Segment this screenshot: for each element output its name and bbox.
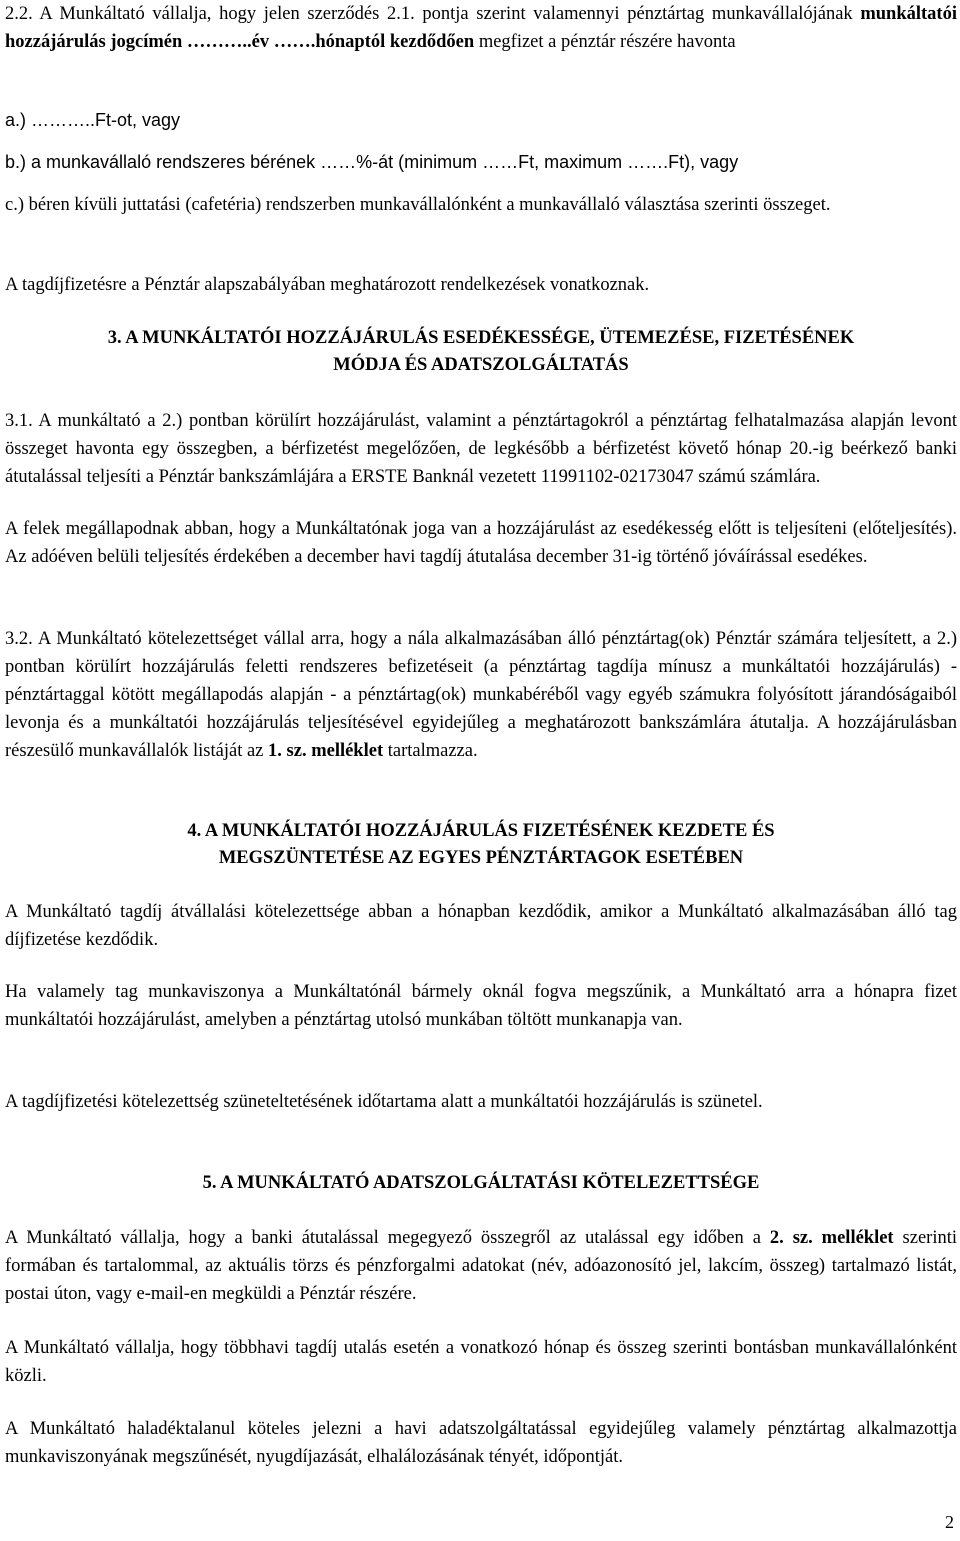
section-5-p1-text: A Munkáltató vállalja, hogy a banki átutalással megegyező összegről az utalással egy időben a xyxy=(5,1228,770,1248)
section-5-paragraph-2: A Munkáltató vállalja, hogy többhavi tagdíj utalás esetén a vonatkozó hónap és összeg szerinti bontásban munkavállalónként közli. xyxy=(5,1338,957,1386)
section-5-paragraph-1 xyxy=(5,1224,957,1308)
section-2-2-bold: munkáltatói hozzájárulás jogcímén ………..év …….hónaptól kezdődően xyxy=(5,4,957,52)
heading-4-line1: 4. A MUNKÁLTATÓI HOZZÁJÁRULÁS FIZETÉSÉNEK KEZDETE ÉS xyxy=(187,821,775,841)
section-3-2-tail: tartalmazza. xyxy=(383,741,478,761)
section-2-2-paragraph xyxy=(5,0,957,56)
section-5-paragraph-3: A Munkáltató haladéktalanul köteles jelezni a havi adatszolgáltatással egyidejűleg valamely pénztártag alkalmazottja munkaviszonyának megszűnését, nyugdíjazását, elhalálozásának tényét, időpontját. xyxy=(5,1419,957,1467)
heading-3-line1: 3. A MUNKÁLTATÓI HOZZÁJÁRULÁS ESEDÉKESSÉGE, ÜTEMEZÉSE, FIZETÉSÉNEK xyxy=(107,328,855,348)
tagdij-note: A tagdíjfizetésre a Pénztár alapszabályában meghatározott rendelkezések vonatkoznak. xyxy=(5,275,650,295)
section-3-1-second-paragraph: A felek megállapodnak abban, hogy a Munkáltatónak joga van a hozzájárulást az esedékesség előtt is teljesíteni (előteljesítés). Az adóéven belüli teljesítés érdekében a december havi tagdíj átutalása december 31-ig történő jóváírással esedékes. xyxy=(5,519,957,567)
section-3-2-text: 3.2. A Munkáltató kötelezettséget vállal arra, hogy a nála alkalmazásában álló pénztártag(ok) Pénztár számára teljesített, a 2.) pontban körülírt hozzájárulás feletti rendszeres befizetéseit (a pénztártag tagdíja mínusz a munkáltatói hozzájárulás) - pénztártaggal kötött megállapodás alapján - a pénztártag(ok) munkabéréből vagy egyéb számukra folyósított járandóságaiból levonja és a munkáltatói hozzájárulás teljesítésével egyidejűleg a meghatározott bankszámlára átutalja. A hozzájárulásban részesülő munkavállalók listáját az xyxy=(5,629,957,761)
option-a: a.) ………..Ft-ot, vagy xyxy=(5,110,181,130)
heading-4-line2: MEGSZÜNTETÉSE AZ EGYES PÉNZTÁRTAGOK ESETÉBEN xyxy=(218,848,744,868)
heading-5: 5. A MUNKÁLTATÓ ADATSZOLGÁLTATÁSI KÖTELEZETTSÉGE xyxy=(202,1173,760,1193)
option-b: b.) a munkavállaló rendszeres bérének ……%-át (minimum ……Ft, maximum …….Ft), vagy xyxy=(5,152,739,172)
heading-4 xyxy=(5,818,957,872)
section-3-1-paragraph: 3.1. A munkáltató a 2.) pontban körülírt hozzájárulást, valamint a pénztártagokról a pénztártag felhatalmazása alapján levont összeget havonta egy összegben, a bérfizetést megelőzően, de legkésőbb a bérfizetést követő hónap 20.-ig beérkező banki átutalással teljesíti a Pénztár bankszámlájára a ERSTE Banknál vezetett 11991102-02173047 számú számlára. xyxy=(5,411,957,487)
section-3-2-paragraph xyxy=(5,625,957,765)
section-2-2-tail: megfizet a pénztár részére havonta xyxy=(474,32,736,52)
section-5-p1-bold: 2. sz. melléklet xyxy=(769,1228,894,1248)
section-4-paragraph-1: A Munkáltató tagdíj átvállalási kötelezettsége abban a hónapban kezdődik, amikor a Munkáltató alkalmazásában álló tag díjfizetése kezdődik. xyxy=(5,902,957,950)
heading-3-line2: MÓDJA ÉS ADATSZOLGÁLTATÁS xyxy=(333,355,629,375)
section-2-2-text: 2.2. A Munkáltató vállalja, hogy jelen szerződés 2.1. pontja szerint valamennyi pénztártag munkavállalójának xyxy=(5,4,861,24)
heading-3 xyxy=(5,325,957,379)
section-4-paragraph-3: A tagdíjfizetési kötelezettség szüneteltetésének időtartama alatt a munkáltatói hozzájárulás is szünetel. xyxy=(5,1092,763,1112)
section-5-p1-tail: szerinti formában és tartalommal, az aktuális törzs és pénzforgalmi adatokat (név, adóazonosító jel, lakcím, összeg) tartalmazó listát, postai úton, vagy e-mail-en megküldi a Pénztár részére. xyxy=(5,1228,958,1304)
option-c: c.) béren kívüli juttatási (cafetéria) rendszerben munkavállalónként a munkavállaló választása szerinti összeget. xyxy=(5,195,831,215)
section-3-2-bold: 1. sz. melléklet xyxy=(268,741,384,761)
page-number: 2 xyxy=(945,1512,954,1532)
section-4-paragraph-2: Ha valamely tag munkaviszonya a Munkáltatónál bármely oknál fogva megszűnik, a Munkáltató arra a hónapra fizet munkáltatói hozzájárulást, amelyben a pénztártag utolsó munkában töltött munkanapja van. xyxy=(5,982,957,1030)
